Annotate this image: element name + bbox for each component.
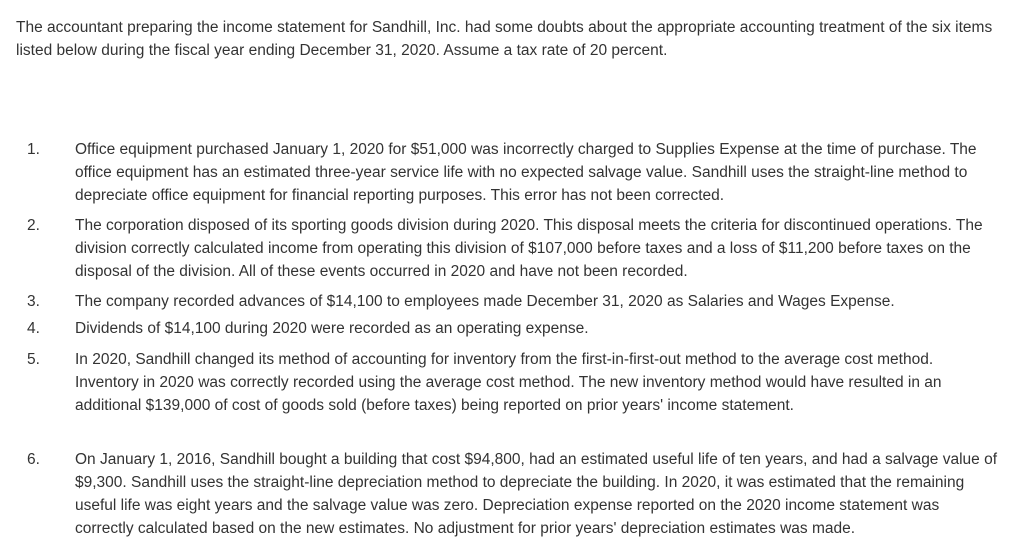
item-text: In 2020, Sandhill changed its method of accounting for inventory from the first-in-first-out method to the average cost method. Inventory in 2020 was correctly recorded using the average cost method. The new inventory method would have resulted in an additional $139,000 of cost of goods sold (before taxes) being reported on prior years' income statement. xyxy=(75,350,942,415)
item-text: Dividends of $14,100 during 2020 were recorded as an operating expense. xyxy=(75,319,589,337)
problem-intro: The accountant preparing the income statement for Sandhill, Inc. had some doubts about the appropriate accounting treatment of the six items listed below during the fiscal year ending December 31, 2020. Assume a tax rate of 20 percent. xyxy=(16,19,993,60)
item-number: 3. xyxy=(27,292,40,310)
item-number: 1. xyxy=(27,140,40,158)
item-number: 4. xyxy=(27,319,40,337)
item-text: On January 1, 2016, Sandhill bought a building that cost $94,800, had an estimated useful life of ten years, and had a salvage value of $9,300. Sandhill uses the straight-line depreciation method to depreciate the building. In 2020, it was estimated that the remaining useful life was eight years and the salvage value was zero. Depreciation expense reported on the 2020 income statement was correctly calculated based on the new estimates. No adjustment for prior years' depreciation estimates was made. xyxy=(75,450,998,538)
item-text: The company recorded advances of $14,100 to employees made December 31, 2020 as Salaries and Wages Expense. xyxy=(75,292,895,310)
item-text: The corporation disposed of its sporting goods division during 2020. This disposal meets the criteria for discontinued operations. The division correctly calculated income from operating this division of $107,000 before taxes and a loss of $11,200 before taxes on the disposal of the division. All of these events occurred in 2020 and have not been recorded. xyxy=(75,216,983,281)
item-number: 6. xyxy=(27,450,40,468)
item-text: Office equipment purchased January 1, 2020 for $51,000 was incorrectly charged to Supplies Expense at the time of purchase. The office equipment has an estimated three-year service life with no expected salvage value. Sandhill uses the straight-line method to depreciate office equipment for financial reporting purposes. This error has not been corrected. xyxy=(75,140,977,205)
item-number: 2. xyxy=(27,216,40,234)
item-number: 5. xyxy=(27,350,40,368)
